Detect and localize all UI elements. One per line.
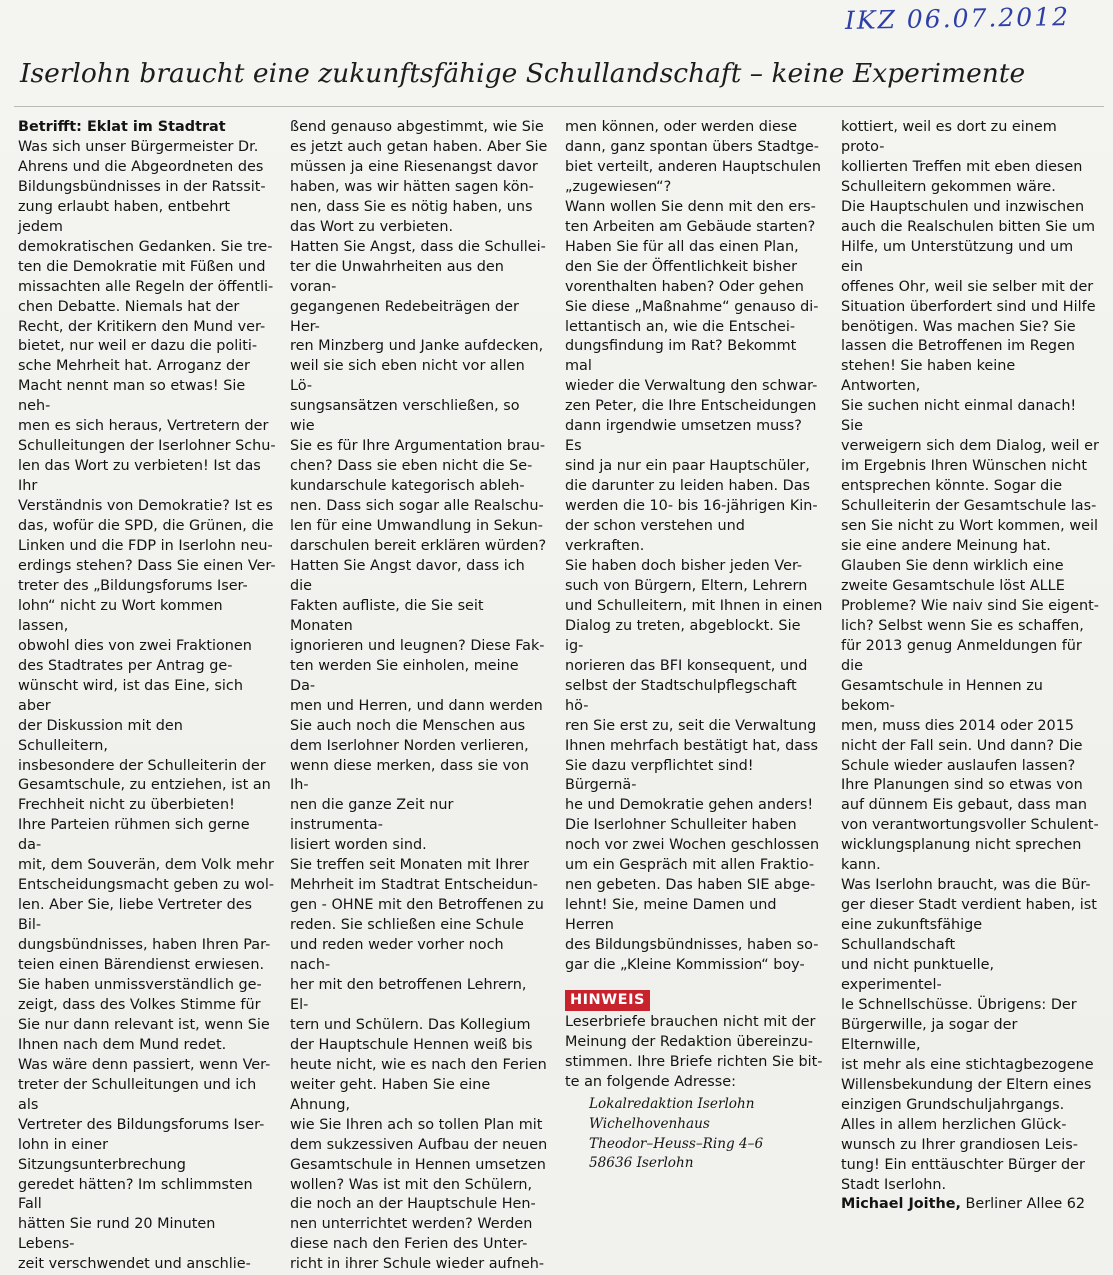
notice-badge: HINWEIS [565,990,650,1011]
signature-address: Berliner Allee 62 [960,1196,1086,1213]
editorial-address: Lokalredaktion Iserlohn Wichelhovenhaus Theodor–Heuss–Ring 4–6 58636 Iserlohn [589,1095,764,1172]
letter-subject: Betrifft: Eklat im Stadtrat [18,119,226,135]
notice-text: Leserbriefe brauchen nicht mit der Meinung der Redaktion übereinzu- stimmen. Ihre Briefe richten Sie bit- te an folgende Adresse: [565,1013,823,1090]
letter-column-1 [18,118,276,1275]
date-stamp: IKZ 06.07.2012 [844,2,1071,35]
letter-signature [841,1195,1099,1215]
letter-column-2 [290,118,548,1275]
article-headline: Iserlohn braucht eine zukunftsfähige Schullandschaft – keine Experimente [20,58,1026,89]
headline-divider [14,106,1104,107]
letter-text-col4: kottiert, weil es dort zu einem proto- kollierten Treffen mit eben diesen Schulleitern gekommen wäre. Die Hauptschulen und inzwischen auch die Realschulen bitten Sie um Hilfe, um Unterstützung und um ein offenes Ohr, weil sie selber mit der Situation überfordert sind und Hilfe benötigen. Was machen Sie? Sie lassen die Betroffenen im Regen stehen! Sie haben keine Antworten, Sie suchen nicht einmal danach! Sie verweigern sich dem Dialog, weil er im Ergebnis Ihren Wünschen nicht entsprechen könnte. Sogar die Schulleiterin der Gesamtschule las- sen Sie nicht zu Wort kommen, weil sie eine andere Meinung hat. Glauben Sie denn wirklich eine zweite Gesamtschule löst ALLE Probleme? Wie naiv sind Sie eigent- lich? Selbst wenn Sie es schaffen, für 2013 genug Anmeldungen für die Gesamtschule in Hennen zu bekom- men, muss dies 2014 oder 2015 nicht der Fall sein. Und dann? Die Schule wieder auslaufen lassen? Ihre Planungen sind so etwas von auf dünnem Eis gebaut, dass man von verantwortungsvoller Schulent- wicklungsplanung nicht sprechen kann. Was Iserlohn braucht, was die Bür- ger dieser Stadt verdient haben, ist eine zukunftsfähige Schullandschaft und nicht punktuelle, experimentel- le Schnellschüsse. Übrigens: Der Bürgerwille, ja sogar der Elternwille, ist mehr als eine stichtagbezogene Willensbekundung der Eltern eines einzigen Grundschuljahrgangs. Alles in allem herzlichen Glück- wunsch zu Ihrer grandiosen Leis- tung! Ein enttäuschter Bürger der Stadt Iserlohn. [841,119,1099,1193]
letter-text-col1: Was sich unser Bürgermeister Dr. Ahrens und die Abgeordneten des Bildungsbündnisses in der Ratssit- zung erlaubt haben, entbehrt jedem demokratischen Gedanken. Sie tre- ten die Demokratie mit Füßen und missachten alle Regeln der öffentli- chen Debatte. Niemals hat der Recht, der Kritikern den Mund ver- bietet, nur weil er dazu die politi- sche Mehrheit hat. Arroganz der Macht nennt man so etwas! Sie neh- men es sich heraus, Vertretern der Schulleitungen der Iserlohner Schu- len das Wort zu verbieten! Ist das Ihr Verständnis von Demokratie? Ist es das, wofür die SPD, die Grünen, die Linken und die FDP in Iserlohn neu- erdings stehen? Dass Sie einen Ver- treter des „Bildungsforums Iser- lohn“ nicht zu Wort kommen lassen, obwohl dies von zwei Fraktionen des Stadtrates per Antrag ge- wünscht wird, ist das Eine, sich aber der Diskussion mit den Schulleitern, insbesondere der Schulleiterin der Gesamtschule, zu entziehen, ist an Frechheit nicht zu überbieten! Ihre Parteien rühmen sich gerne da- mit, dem Souverän, dem Volk mehr Entscheidungsmacht geben zu wol- len. Aber Sie, liebe Vertreter des Bil- dungsbündnisses, haben Ihren Par- teien einen Bärendienst erwiesen. Sie haben unmissverständlich ge- zeigt, dass des Volkes Stimme für Sie nur dann relevant ist, wenn Sie Ihnen nach dem Mund redet. Was wäre denn passiert, wenn Ver- treter der Schulleitungen und ich als Vertreter des Bildungsforums Iser- lohn in einer Sitzungsunterbrechung geredet hätten? Im schlimmsten Fall hätten Sie rund 20 Minuten Lebens- zeit verschwendet und anschlie- [18,138,276,1273]
letter-text-col2: ßend genauso abgestimmt, wie Sie es jetzt auch getan haben. Aber Sie müssen ja eine Riesenangst davor haben, was wir hätten sagen kön- nen, dass Sie es nötig haben, uns das Wort zu verbieten. Hatten Sie Angst, dass die Schullei- ter die Unwahrheiten aus den voran- gegangenen Redebeiträgen der Her- ren Minzberg und Janke aufdecken, weil sie sich eben nicht vor allen Lö- sungsansätzen verschließen, so wie Sie es für Ihre Argumentation brau- chen? Dass sie eben nicht die Se- kundarschule kategorisch ableh- nen. Dass sich sogar alle Realschu- len für eine Umwandlung in Sekun- darschulen bereit erklären würden? Hatten Sie Angst davor, dass ich die Fakten aufliste, die Sie seit Monaten ignorieren und leugnen? Diese Fak- ten werden Sie einholen, meine Da- men und Herren, und dann werden Sie auch noch die Menschen aus dem Iserlohner Norden verlieren, wenn diese merken, dass sie von Ih- nen die ganze Zeit nur instrumenta- lisiert worden sind. Sie treffen seit Monaten mit Ihrer Mehrheit im Stadtrat Entscheidun- gen - OHNE mit den Betroffenen zu reden. Sie schließen eine Schule und reden weder vorher noch nach- her mit den betroffenen Lehrern, El- tern und Schülern. Das Kollegium der Hauptschule Hennen weiß bis heute nicht, wie es nach den Ferien weiter geht. Haben Sie eine Ahnung, wie Sie Ihren ach so tollen Plan mit dem sukzessiven Aufbau der neuen Gesamtschule in Hennen umsetzen wollen? Was ist mit den Schülern, die noch an der Hauptschule Hen- nen unterrichtet werden? Werden diese nach den Ferien des Unter- richt in ihrer Schule wieder aufneh- [290,119,548,1273]
letter-column-4 [841,118,1099,1215]
signature-name: Michael Joithe, [841,1196,961,1213]
letter-text-col3: men können, oder werden diese dann, ganz spontan übers Stadtge- biet verteilt, anderen Hauptschulen „zugewiesen“? Wann wollen Sie denn mit den ers- ten Arbeiten am Gebäude starten? Haben Sie für all das einen Plan, den Sie der Öffentlichkeit bisher vorenthalten haben? Oder gehen Sie diese „Maßnahme“ genauso di- lettantisch an, wie die Entschei- dungsfindung im Rat? Bekommt mal wieder die Verwaltung den schwar- zen Peter, die Ihre Entscheidungen dann irgendwie umsetzen muss? Es sind ja nur ein paar Hauptschüler, die darunter zu leiden haben. Das werden die 10- bis 16-jährigen Kin- der schon verstehen und verkraften. Sie haben doch bisher jeden Ver- such von Bürgern, Eltern, Lehrern und Schulleitern, mit Ihnen in einen Dialog zu treten, abgeblockt. Sie ig- norieren das BFI konsequent, und selbst der Stadtschulpflegschaft hö- ren Sie erst zu, seit die Verwaltung Ihnen mehrfach bestätigt hat, dass Sie dazu verpflichtet sind! Bürgernä- he und Demokratie gehen anders! Die Iserlohner Schulleiter haben noch vor zwei Wochen geschlossen um ein Gespräch mit allen Fraktio- nen gebeten. Das haben SIE abge- lehnt! Sie, meine Damen und Herren des Bildungsbündnisses, haben so- gar die „Kleine Kommission“ boy- [565,119,823,974]
notice-box [565,976,823,1174]
letter-column-3 [565,118,823,1174]
